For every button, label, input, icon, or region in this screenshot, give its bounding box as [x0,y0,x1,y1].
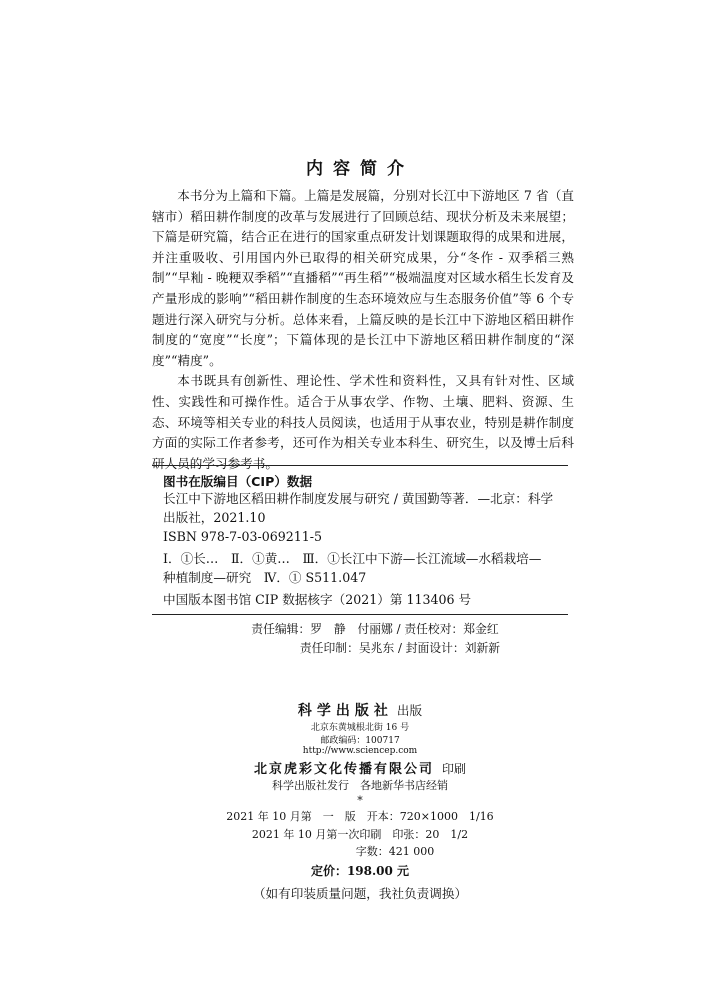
cip-heading: 图书在版编目（CIP）数据 [163,474,313,489]
divider-star: * [357,794,363,807]
distribution-line: 科学出版社发行 各地新华书店经销 [272,779,448,792]
publisher-address: 北京东黄城根北街 16 号 [310,723,410,733]
cip-classification-line-2: 种植制度—研究 Ⅳ．① S511.047 [163,570,367,585]
publisher-name: 科学出版社 [297,703,393,719]
cip-publisher-line: 出版社，2021.10 [163,510,266,525]
edition-line-1: 2021 年 10 月第 一 版 开本：720×1000 1/16 [226,810,494,823]
publisher-website: http://www.sciencep.com [302,746,418,756]
cip-isbn: ISBN 978-7-03-069211-5 [163,529,323,544]
quality-note: （如有印装质量问题，我社负责调换） [252,886,468,901]
page-title: 内容简介 [306,159,414,179]
cip-verification: 中国版本图书馆 CIP 数据核字（2021）第 113406 号 [163,592,472,607]
printer-name: 北京虎彩文化传播有限公司 [253,762,434,777]
printer-block [0,758,720,777]
edition-line-2: 2021 年 10 月第一次印刷 印张：20 1/2 [251,828,469,841]
price: 定价：198.00 元 [310,864,410,878]
printer-suffix: 印刷 [442,762,467,776]
editors-line-1: 责任编辑：罗 静 付丽娜 / 责任校对：郑金红 [251,622,499,636]
cip-bottom-rule [152,614,568,615]
publisher-postcode: 邮政编码：100717 [320,736,400,746]
cip-classification-line-1: Ⅰ．①长… Ⅱ．①黄… Ⅲ．①长江中下游—长江流域—水稻栽培— [163,551,542,566]
publisher-suffix: 出版 [396,703,423,718]
publisher-logo [0,700,720,720]
cip-top-rule [152,465,568,466]
summary-paragraph-1: 本书分为上篇和下篇。上篇是发展篇，分别对长江中下游地区 7 省（直辖市）稻田耕作制度的改革与发展进行了回顾总结、现状分析及未来展望；下篇是研究篇，结合正在进行的国家重点研发计划课题取得的成果和进展，并注重吸收、引用国内外已取得的相关研究成果，分“冬作 - 双季稻三熟制”“早籼 - 晚粳双季稻”“直播稻”“再生稻”“极端温度对区域水稻生长发育及产量形成的影响”“稻田耕作制度的生态环境效应与生态服务价值”等 6 个专题进行深入研究与分析。总体来看，上篇反映的是长江中下游地区稻田耕作制度的“宽度”“长度”；下篇体现的是长江中下游地区稻田耕作制度的“深度”“精度”。 [152,188,574,368]
word-count: 字数：421 000 [355,845,435,858]
summary-paragraph-2: 本书既具有创新性、理论性、学术性和资料性，又具有针对性、区域性、实践性和可操作性。适合于从事农学、作物、土壤、肥料、资源、生态、环境等相关专业的科技人员阅读，也适用于从事农业，特别是耕作制度方面的实际工作者参考，还可作为相关专业本科生、研究生，以及博士后科研人员的学习参考书。 [152,373,574,471]
editors-line-2: 责任印制：吴兆东 / 封面设计：刘新新 [299,641,501,655]
cip-title-line: 长江中下游地区稻田耕作制度发展与研究 / 黄国勤等著．—北京：科学 [163,491,554,506]
summary-section [152,186,574,474]
